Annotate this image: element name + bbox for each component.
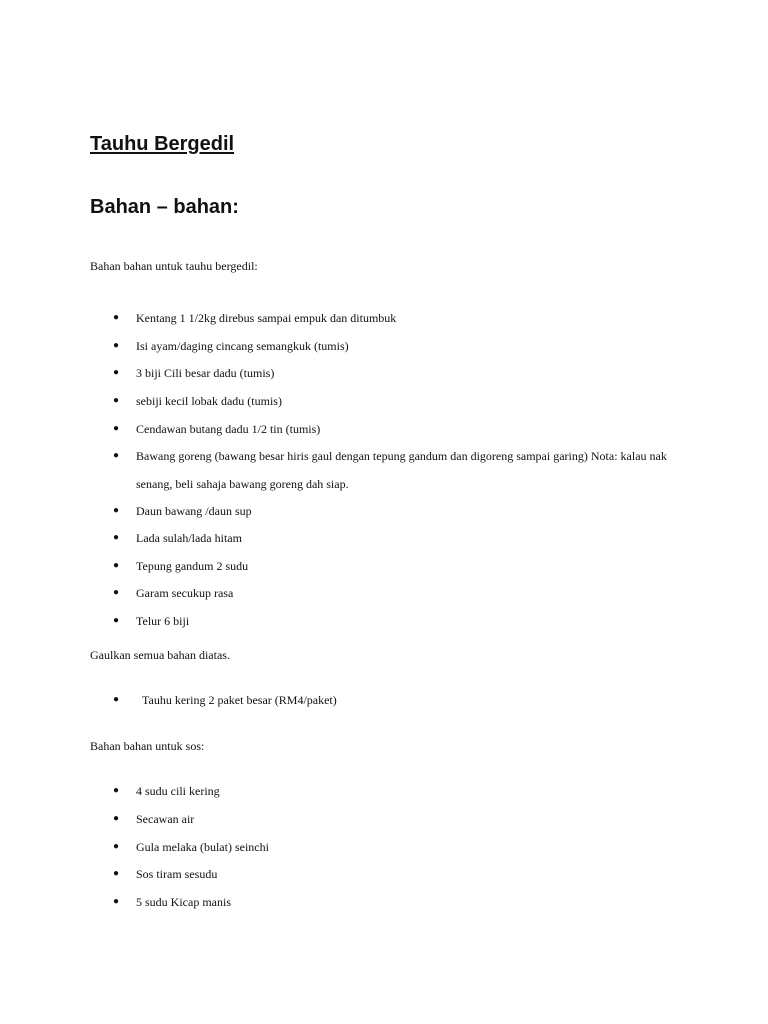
bullet-icon: ●	[113, 841, 120, 852]
list-item-text: Kentang 1 1/2kg direbus sampai empuk dan ditumbuk	[136, 311, 397, 325]
list-item-text: Tepung gandum 2 sudu	[136, 559, 249, 573]
list-item-text: sebiji kecil lobak dadu (tumis)	[136, 394, 282, 408]
bullet-icon: ●	[113, 813, 120, 824]
bullet-icon: ●	[113, 367, 120, 378]
bullet-icon: ●	[113, 694, 120, 705]
bullet-icon: ●	[113, 896, 120, 907]
bullet-icon: ●	[113, 615, 120, 626]
bullet-icon: ●	[113, 785, 120, 796]
bullet-icon: ●	[113, 312, 120, 323]
list-item-text: Isi ayam/daging cincang semangkuk (tumis)	[136, 339, 349, 353]
list-item-text: Cendawan butang dadu 1/2 tin (tumis)	[136, 422, 321, 436]
bullet-icon: ●	[113, 587, 120, 598]
bullet-icon: ●	[113, 450, 120, 461]
bullet-icon: ●	[113, 395, 120, 406]
list-item-text: Secawan air	[136, 812, 195, 826]
ingredients-heading: Bahan – bahan:	[90, 196, 239, 218]
bullet-icon: ●	[113, 868, 120, 879]
list-item-text: Daun bawang /daun sup	[136, 504, 252, 518]
bullet-icon: ●	[113, 532, 120, 543]
bullet-icon: ●	[113, 560, 120, 571]
tauhu-ingredients-intro: Bahan bahan untuk tauhu bergedil:	[90, 259, 258, 273]
bullet-icon: ●	[113, 505, 120, 516]
recipe-title: Tauhu Bergedil	[90, 133, 235, 155]
list-item-text: 4 sudu cili kering	[136, 784, 220, 798]
list-item-text: Tauhu kering 2 paket besar (RM4/paket)	[142, 693, 337, 707]
sos-ingredients-intro: Bahan bahan untuk sos:	[90, 739, 205, 753]
list-item-text: Telur 6 biji	[136, 614, 190, 628]
list-item-text: Sos tiram sesudu	[136, 867, 218, 881]
mix-note: Gaulkan semua bahan diatas.	[90, 648, 230, 662]
bullet-icon: ●	[113, 423, 120, 434]
bullet-icon: ●	[113, 340, 120, 351]
list-item-text: Garam secukup rasa	[136, 586, 234, 600]
list-item-text: Bawang goreng (bawang besar hiris gaul dengan tepung gandum dan digoreng sampai garing) Nota: kalau nak senang, beli sahaja bawang goreng dah siap.	[136, 449, 667, 491]
list-item-text: Lada sulah/lada hitam	[136, 531, 242, 545]
list-item-text: 5 sudu Kicap manis	[136, 895, 231, 909]
list-item-text: Gula melaka (bulat) seinchi	[136, 840, 269, 854]
list-item-text: 3 biji Cili besar dadu (tumis)	[136, 366, 275, 380]
